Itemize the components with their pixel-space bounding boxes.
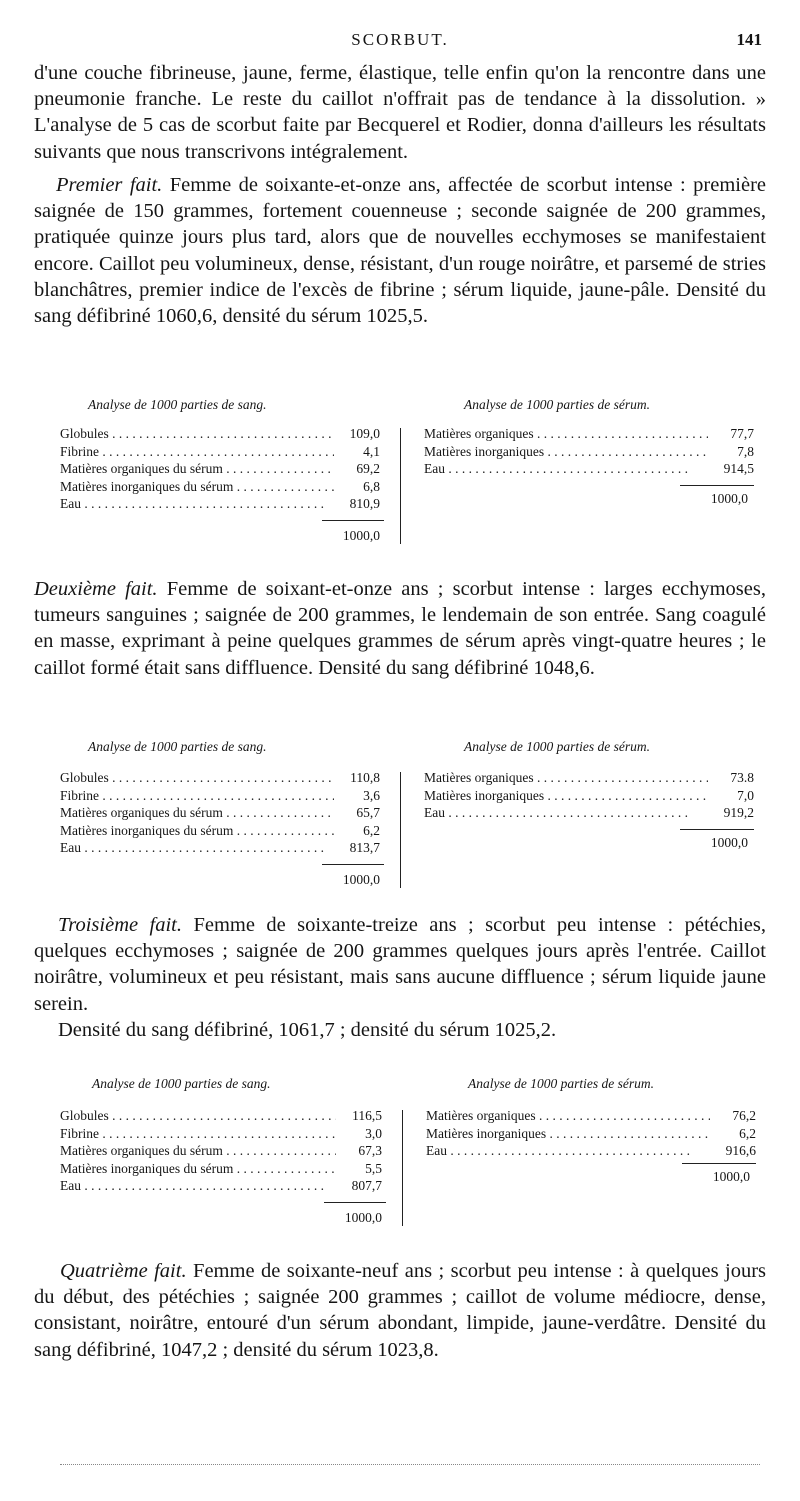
table-row: Matières inorganiques . . . 7,8 — [424, 443, 754, 461]
table-row: Matières inorganiques du sérum . . . 5,5 — [60, 1160, 382, 1178]
fact-3-title: Troisième fait. — [58, 914, 183, 936]
fact-3-text: Femme de soixante-treize ans ; scorbut peu intense : pétéchies, quelques ecchymoses ; saignée de 200 grammes quelques jours après l'entrée. Caillot noirâtre, volumineux et peu résistant, mais sans aucune diffluence ; sérum liquide jaune serein. — [34, 914, 766, 1015]
fact-2-text: Femme de soixant-et-onze ans ; scorbut intense : larges ecchymoses, tumeurs sanguines ; saignée de 200 grammes, le lendemain de son entrée. Sang coagulé en masse, exprimant à peine quelques grammes de sérum après vingt-quatre heures ; le caillot formé était sans diffluence. Densité du sang défibriné 1048,6. — [34, 578, 766, 679]
fact-1-serum-heading: Analyse de 1000 parties de sérum. — [464, 397, 650, 412]
table-row: Matières inorganiques du sérum . . . 6,2 — [60, 822, 380, 840]
table-row: Matières organiques . . . 73.8 — [424, 769, 754, 787]
fact-1-paragraph — [34, 172, 766, 329]
table-row: Eau . . . 914,5 — [424, 460, 754, 478]
table-row: Matières inorganiques . . . 7,0 — [424, 787, 754, 805]
fact-1-serum-total: 1000,0 — [710, 491, 748, 506]
page-number: 141 — [736, 30, 762, 49]
total-rule — [682, 1163, 756, 1164]
fact-2-blood-total: 1000,0 — [342, 872, 380, 887]
column-divider — [400, 428, 401, 544]
fact-1-title: Premier fait. — [56, 174, 163, 196]
table-row: Matières organiques du sérum . . . 69,2 — [60, 460, 380, 478]
table-row: Matières organiques du sérum . . . 67,3 — [60, 1142, 382, 1160]
table-row: Matières inorganiques . . . 6,2 — [426, 1125, 756, 1143]
column-divider — [400, 772, 401, 888]
fact-3-blood-total: 1000,0 — [344, 1210, 382, 1225]
table-row: Fibrine . . . 3,6 — [60, 787, 380, 805]
bleed-through-line — [60, 1464, 760, 1469]
table-row: Matières organiques . . . 77,7 — [424, 425, 754, 443]
fact-1-serum-table — [424, 425, 754, 478]
total-rule — [680, 485, 754, 486]
table-row: Fibrine . . . 4,1 — [60, 443, 380, 461]
fact-1-blood-heading: Analyse de 1000 parties de sang. — [88, 397, 267, 412]
fact-3-serum-total: 1000,0 — [712, 1169, 750, 1184]
table-row: Matières organiques . . . 76,2 — [426, 1107, 756, 1125]
fact-3-density: Densité du sang défibriné, 1061,7 ; densité du sérum 1025,2. — [58, 1019, 557, 1041]
total-rule — [680, 829, 754, 830]
table-row: Eau . . . 919,2 — [424, 804, 754, 822]
total-rule — [322, 864, 384, 865]
fact-3-serum-heading: Analyse de 1000 parties de sérum. — [468, 1076, 654, 1091]
table-row: Eau . . . 813,7 — [60, 839, 380, 857]
fact-1-text: Femme de soixante-et-onze ans, affectée de scorbut intense : première saignée de 150 grammes, fortement couenneuse ; seconde saignée de 200 grammes, pratiquée quinze jours plus tard, alors que de nouvelles ecchymoses se manifestaient encore. Caillot peu volumineux, dense, résistant, d'un rouge noirâtre, et parsemé de stries blanchâtres, premier indice de l'excès de fibrine ; sérum liquide, jaune-pâle. Densité du sang défibriné 1060,6, densité du sérum 1025,5. — [34, 174, 766, 328]
fact-2-serum-total: 1000,0 — [710, 835, 748, 850]
fact-1-blood-table — [60, 425, 380, 513]
fact-1-blood-total: 1000,0 — [342, 528, 380, 543]
fact-3-blood-table — [60, 1107, 382, 1195]
running-head: SCORBUT. — [351, 30, 449, 49]
fact-2-blood-heading: Analyse de 1000 parties de sang. — [88, 739, 267, 754]
total-rule — [324, 1202, 386, 1203]
table-row: Eau . . . 807,7 — [60, 1177, 382, 1195]
fact-4-paragraph — [34, 1258, 766, 1363]
table-row: Eau . . . 810,9 — [60, 495, 380, 513]
table-row: Matières inorganiques du sérum . . . 6,8 — [60, 478, 380, 496]
table-row: Globules . . . 109,0 — [60, 425, 380, 443]
total-rule — [322, 520, 384, 521]
fact-2-title: Deuxième fait. — [34, 578, 158, 600]
fact-3-serum-table — [426, 1107, 756, 1160]
fact-4-text: Femme de soixante-neuf ans ; scorbut peu intense : à quelques jours du début, des pétéchies ; saignée 200 grammes ; caillot de volume médiocre, dense, consistant, noirâtre, entouré d'un sérum abondant, limpide, jaune-verdâtre. Densité du sang défibriné, 1047,2 ; densité du sérum 1023,8. — [34, 1260, 767, 1361]
table-row: Eau . . . 916,6 — [426, 1142, 756, 1160]
fact-3-blood-heading: Analyse de 1000 parties de sang. — [92, 1076, 271, 1091]
intro-paragraph: d'une couche fibrineuse, jaune, ferme, élastique, telle enfin qu'on la rencontre dans une pneumonie franche. Le reste du caillot n'offrait pas de tendance à la dissolution. » L'analyse de 5 cas de scorbut faite par Becquerel et Rodier, donna d'ailleurs les résultats suivants que nous transcrivons intégralement. — [34, 62, 766, 163]
fact-2-blood-table — [60, 769, 380, 857]
fact-2-paragraph — [34, 576, 766, 681]
column-divider — [402, 1110, 403, 1226]
table-row: Matières organiques du sérum . . . 65,7 — [60, 804, 380, 822]
table-row: Fibrine . . . 3,0 — [60, 1125, 382, 1143]
fact-2-serum-heading: Analyse de 1000 parties de sérum. — [464, 739, 650, 754]
table-row: Globules . . . 116,5 — [60, 1107, 382, 1125]
fact-2-serum-table — [424, 769, 754, 822]
fact-3-paragraph — [34, 912, 766, 1017]
page-header — [0, 30, 800, 56]
table-row: Globules . . . 110,8 — [60, 769, 380, 787]
fact-4-title: Quatrième fait. — [60, 1260, 187, 1282]
